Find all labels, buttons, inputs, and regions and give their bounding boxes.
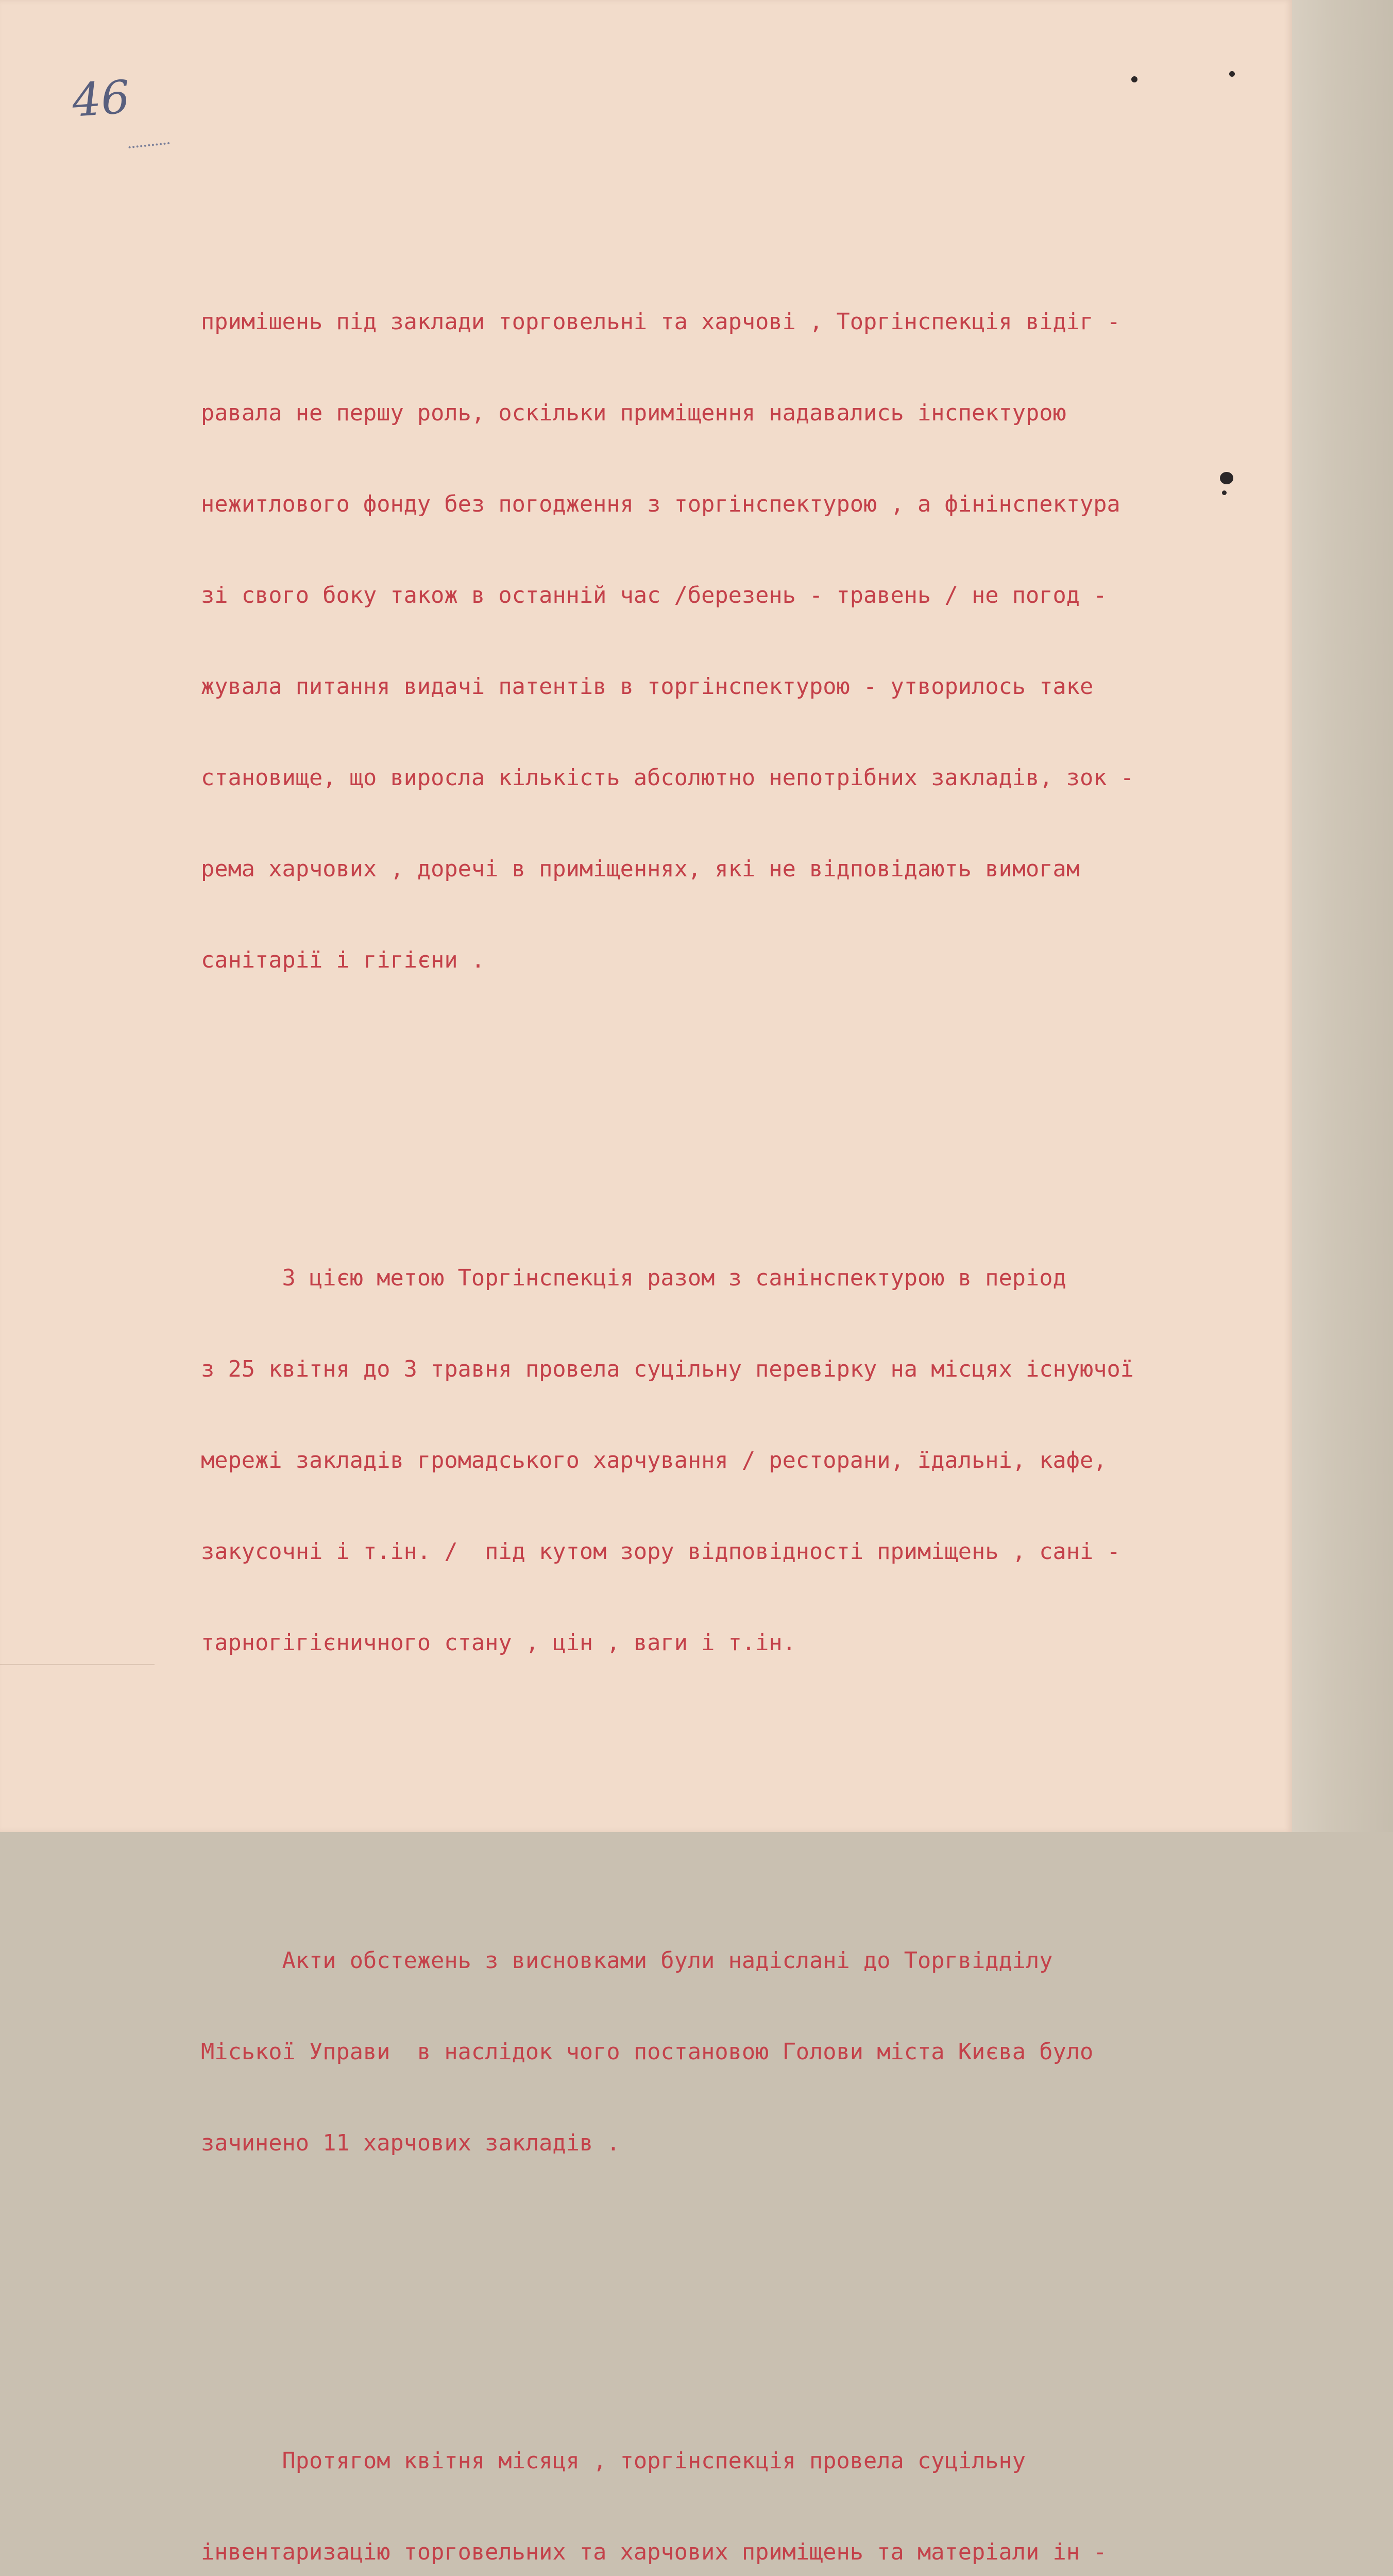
text-line: інвентаризацію торговельних та харчових приміщень та матеріали ін - (201, 2539, 1107, 2565)
paragraph-4 (201, 2385, 1267, 2576)
paragraph-3 (201, 1885, 1267, 2219)
text-line: рема харчових , доречі в приміщеннях, які не відповідають вимогам (201, 856, 1080, 882)
text-line: з 25 квітня до 3 травня провела суцільну перевірку на місцях існуючої (201, 1357, 1134, 1382)
text-line: нежитлового фонду без погодження з торгінспектурою , а фінінспектура (201, 492, 1120, 517)
ink-spot (1131, 76, 1137, 82)
text-line: примішень під заклади торговельні та харчові , Торгінспекція відіг - (201, 309, 1120, 335)
text-line: зачинено 11 харчових закладів . (201, 2130, 620, 2156)
text-line: Протягом квітня місяця , торгінспекція провела суцільну (201, 2448, 1026, 2474)
handwritten-page-number: 46 (70, 70, 132, 127)
text-line: равала не першу роль, оскільки приміщення надавались інспектурою (201, 400, 1066, 426)
text-line: мережі закладів громадського харчування / ресторани, їдальні, кафе, (201, 1448, 1107, 1473)
paragraph-2 (201, 1202, 1267, 1719)
page-edge-background (1292, 0, 1393, 1832)
paragraph-1 (201, 246, 1267, 1037)
text-line: становище, що виросла кількість абсолютно непотрібних закладів, зок - (201, 765, 1134, 791)
text-line: Міської Управи в наслідок чого постановою Голови міста Києва було (201, 2039, 1094, 2065)
ink-spot (1229, 71, 1235, 77)
paper-crease (0, 1664, 155, 1665)
text-line: санітарії і гігієни . (201, 947, 485, 973)
text-line: зі свого боку також в останній час /березень - травень / не погод - (201, 583, 1107, 608)
text-line: закусочні і т.ін. / під кутом зору відповідності приміщень , сані - (201, 1539, 1120, 1565)
text-line: жувала питання видачі патентів в торгінспектурою - утворилось таке (201, 674, 1094, 700)
text-line: З цією метою Торгінспекція разом з санінспектурою в період (201, 1265, 1066, 1291)
typewritten-text-body (201, 185, 1267, 2576)
text-line: тарногігієничного стану , цін , ваги і т.ін. (201, 1630, 796, 1656)
text-line: Акти обстежень з висновками були надіслані до Торгвідділу (201, 1948, 1053, 1974)
